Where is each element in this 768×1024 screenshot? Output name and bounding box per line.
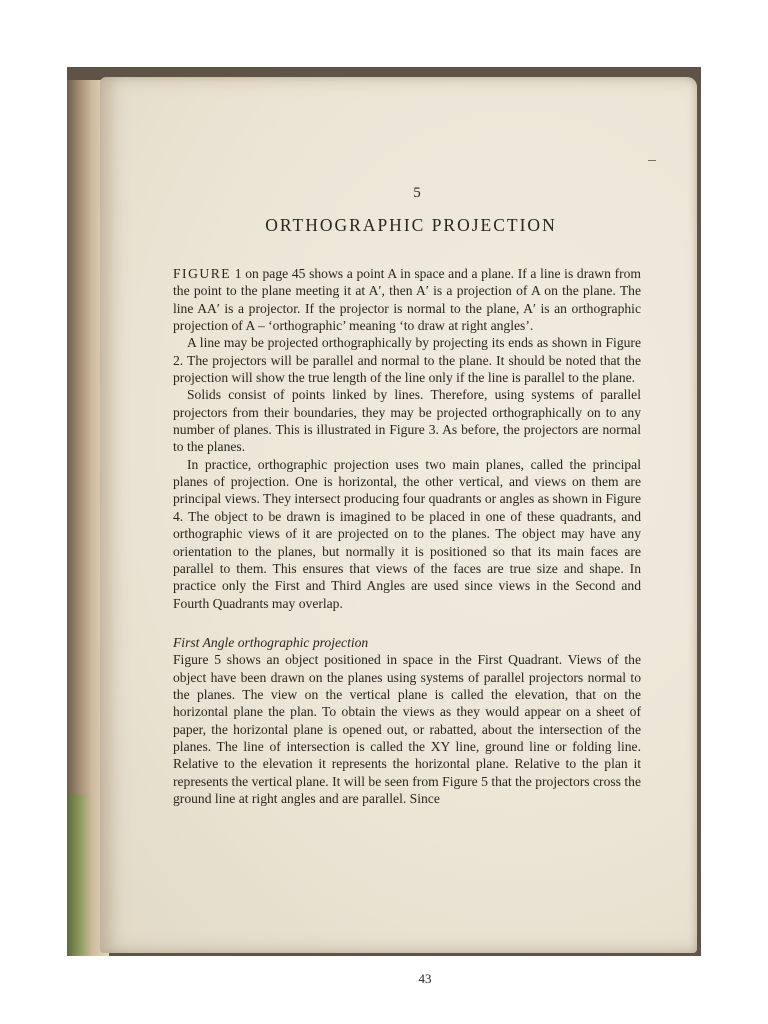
book-page [100,77,697,986]
book-cover-edge [67,795,89,955]
section-heading: First Angle orthographic projection [173,634,369,650]
paragraph-1 [173,265,641,334]
paragraph-text: 1 on page 45 shows a point A in space and a plane. If a line is drawn from the point to the plane meeting it at A′, then A′ is a projection of A on the plane. The line AA′ is a projector. If the projector is normal to the plane, A′ is an orthographic projection of A – ‘orthographic’ meaning ‘to draw at right angles’. [173,266,641,334]
page-content [173,185,641,986]
paragraph-4: In practice, orthographic projection uses two main planes, called the principal planes of projection. One is horizontal, the other vertical, and views on them are principal views. They intersect producing four quadrants or angles as shown in Figure 4. The object to be drawn is imagined to be placed in one of these quadrants, and orthographic views of it are projected on to the planes. The object may have any orientation to the planes, but normally it is positioned so that its main faces are parallel to them. This ensures that views of the faces are true size and shape. In practice only the First and Third Angles are used since views in the Second and Fourth Quadrants may overlap. [173,456,641,611]
paper-speck [648,160,656,161]
section-paragraph: Figure 5 shows an object positioned in space in the First Quadrant. Views of the object have been drawn on the planes using systems of parallel projectors normal to the planes. The view on the vertical plane is called the elevation, that on the horizontal plane the plan. To obtain the views as they would appear on a sheet of paper, the horizontal plane is opened out, or rabatted, about the intersection of the planes. The line of intersection is called the XY line, ground line or folding line. Relative to the elevation it represents the horizontal plane. Relative to the plan it represents the vertical plane. It will be seen from Figure 5 that the projectors cross the ground line at right angles and are parallel. Since [173,652,641,806]
chapter-title: ORTHOGRAPHIC PROJECTION [265,215,557,235]
body-text [173,265,641,807]
chapter-number: 5 [413,185,421,201]
paragraph-3: Solids consist of points linked by lines. Therefore, using systems of parallel projectors from their boundaries, they may be projected orthographically on to any number of planes. This is illustrated in Figure 3. As before, the projectors are normal to the planes. [173,387,641,455]
paragraph-lead-word: FIGURE [173,266,232,281]
page-number: 43 [418,971,432,986]
paragraph-2: A line may be projected orthographically by projecting its ends as shown in Figure 2. The projectors will be parallel and normal to the plane. It should be noted that the projection will show the true length of the line only if the line is parallel to the plane. [173,335,641,386]
